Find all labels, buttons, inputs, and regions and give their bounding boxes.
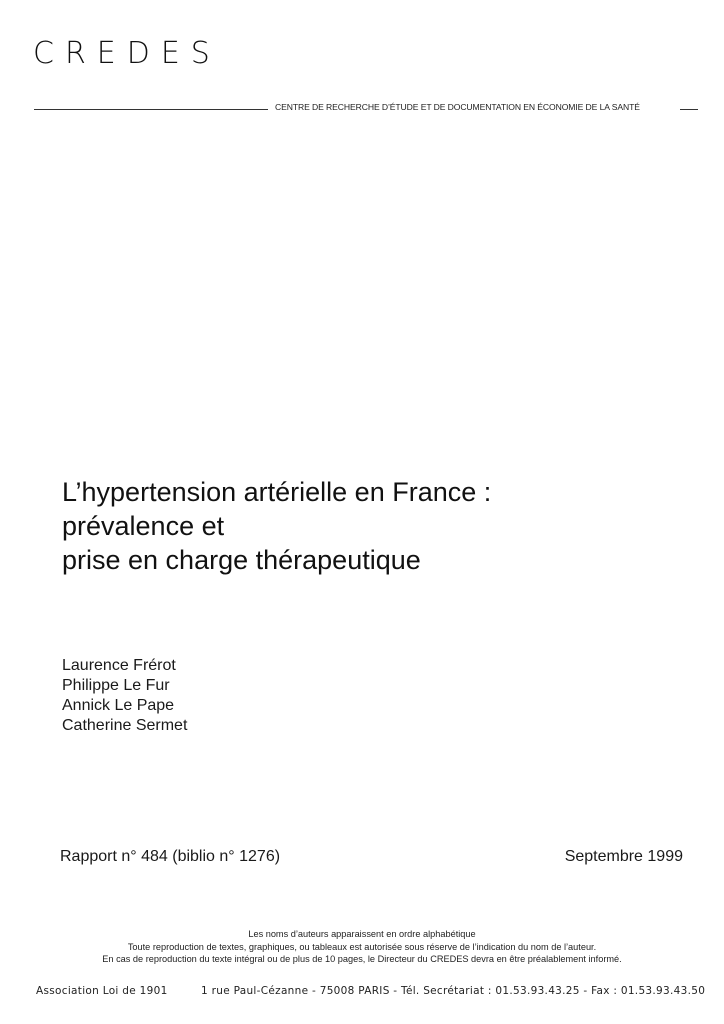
footer-association: Association Loi de 1901 [36,985,168,997]
document-title [62,475,491,577]
author-name: Philippe Le Fur [62,677,170,694]
title-line: L’hypertension artérielle en France : [62,477,492,507]
organization-name: CENTRE DE RECHERCHE D’ÉTUDE ET DE DOCUMENTATION EN ÉCONOMIE DE LA SANTÉ [275,102,640,112]
legal-note: Toute reproduction de textes, graphiques, ou tableaux est autorisée sous réserve de l’indication du nom de l’auteur. [127,941,597,952]
title-line: prise en charge thérapeutique [62,545,421,575]
header-rule [34,102,698,116]
legal-note: En cas de reproduction du texte intégral ou de plus de 10 pages, le Directeur du CREDES devra en être préalablement informé. [102,954,622,964]
author-name: Laurence Frérot [62,657,176,674]
author-name: Catherine Sermet [62,717,188,734]
credes-logo: CREDES [33,36,221,71]
title-line: prévalence et [62,511,225,541]
legal-notes [0,928,724,966]
header-rule-right-line [680,109,698,110]
footer-address: 1 rue Paul-Cézanne - 75008 PARIS - Tél. Secrétariat : 01.53.93.43.25 - Fax : 01.53.93.43.50 [201,985,706,997]
report-date: Septembre 1999 [564,848,683,865]
author-name: Annick Le Pape [62,697,175,714]
legal-note: Les noms d’auteurs apparaissent en ordre alphabétique [248,929,476,939]
author-list [62,656,187,736]
header-rule-left-line [34,109,268,110]
report-number: Rapport n° 484 (biblio n° 1276) [60,848,281,865]
